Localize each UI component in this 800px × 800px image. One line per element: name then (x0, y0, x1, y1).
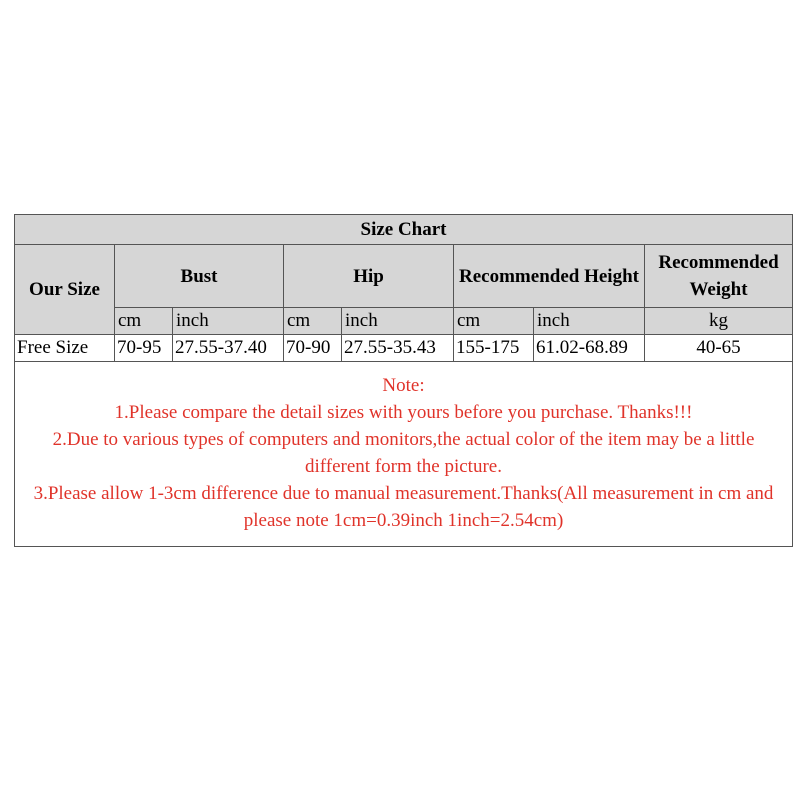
notes-row (15, 362, 793, 547)
header-recommended-height: Recommended Height (454, 245, 645, 308)
size-chart-table (14, 214, 793, 547)
note-line-2: 2.Due to various types of computers and monitors,the actual color of the item may be a little different form the picture. (52, 429, 755, 477)
note-heading: Note: (382, 375, 425, 396)
cell-height-cm: 155-175 (454, 335, 534, 362)
unit-height-cm: cm (454, 308, 534, 335)
cell-weight-kg: 40-65 (645, 335, 793, 362)
header-bust: Bust (115, 245, 284, 308)
unit-bust-inch: inch (173, 308, 284, 335)
header-our-size: Our Size (15, 245, 115, 335)
cell-hip-inch: 27.55-35.43 (342, 335, 454, 362)
title-row (15, 215, 793, 245)
cell-size: Free Size (15, 335, 115, 362)
cell-height-inch: 61.02-68.89 (534, 335, 645, 362)
unit-bust-cm: cm (115, 308, 173, 335)
table-row (15, 335, 793, 362)
cell-bust-cm: 70-95 (115, 335, 173, 362)
unit-hip-inch: inch (342, 308, 454, 335)
unit-row (15, 308, 793, 335)
note-line-1: 1.Please compare the detail sizes with yours before you purchase. Thanks!!! (114, 402, 693, 423)
cell-bust-inch: 27.55-37.40 (173, 335, 284, 362)
cell-hip-cm: 70-90 (284, 335, 342, 362)
note-line-3: 3.Please allow 1-3cm difference due to manual measurement.Thanks(All measurement in cm and please note 1cm=0.39inch 1inch=2.54cm) (33, 483, 774, 531)
chart-title: Size Chart (15, 215, 793, 245)
unit-hip-cm: cm (284, 308, 342, 335)
header-recommended-weight: Recommended Weight (645, 245, 793, 308)
header-row (15, 245, 793, 308)
header-hip: Hip (284, 245, 454, 308)
notes-section (15, 362, 793, 547)
unit-height-inch: inch (534, 308, 645, 335)
unit-weight-kg: kg (645, 308, 793, 335)
